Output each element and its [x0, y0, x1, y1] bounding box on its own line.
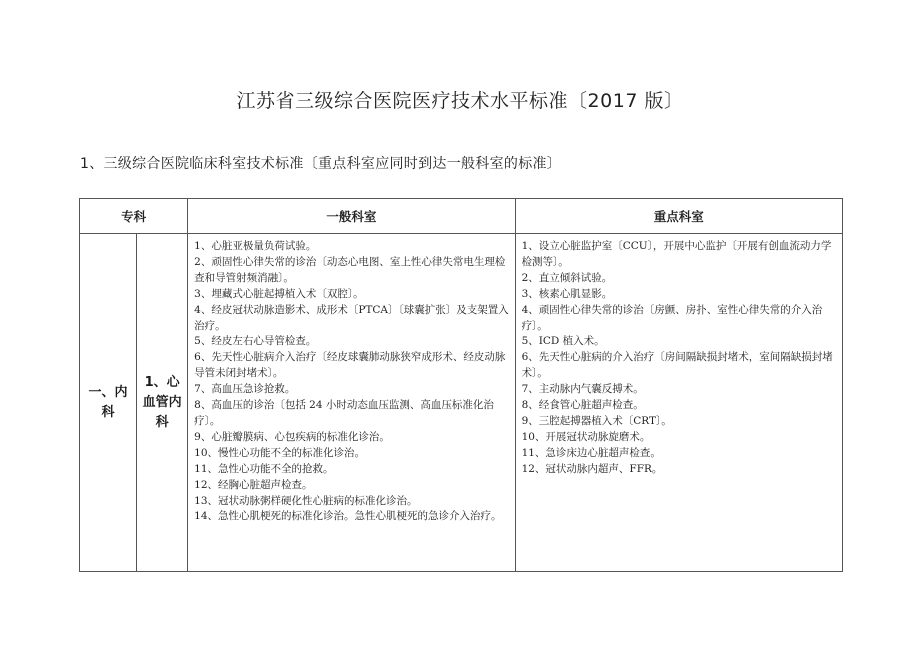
document-title: 江苏省三级综合医院医疗技术水平标准〔2017 版〕 — [236, 90, 684, 112]
header-key-department: 重点科室 — [515, 199, 842, 234]
list-item: 3、埋藏式心脏起搏植入术〔双腔〕。 — [194, 287, 364, 300]
list-item: 9、心脏瓣膜病、心包疾病的标准化诊治。 — [194, 430, 390, 443]
header-general-department: 一般科室 — [188, 199, 515, 234]
list-item: 14、急性心肌梗死的标准化诊治。急性心肌梗死的急诊介入治疗。 — [194, 510, 502, 523]
list-item: 8、高血压的诊治〔包括 24 小时动态血压监测、高血压标准化治疗〕。 — [194, 399, 494, 427]
header-specialty: 专科 — [80, 199, 188, 234]
list-item: 2、直立倾斜试验。 — [521, 271, 613, 284]
general-items-cell — [188, 234, 515, 572]
table-header-row — [80, 199, 843, 234]
list-item: 8、经食管心脏超声检查。 — [521, 399, 644, 412]
standards-table — [79, 198, 843, 572]
list-item: 4、经皮冠状动脉造影术、成形术〔PTCA〕〔球囊扩张〕及支架置入治疗。 — [194, 303, 509, 332]
list-item: 5、ICD 植入术。 — [521, 335, 605, 348]
list-item: 5、经皮左右心导管检查。 — [194, 335, 317, 348]
list-item: 7、主动脉内气囊反搏术。 — [521, 383, 644, 396]
list-item: 6、先天性心脏病介入治疗〔经皮球囊肺动脉狭窄成形术、经皮动脉导管未闭封堵术〕。 — [194, 351, 506, 380]
list-item: 6、先天性心脏病的介入治疗〔房间隔缺损封堵术，室间隔缺损封堵术〕。 — [521, 351, 833, 380]
list-item: 10、开展冠状动脉旋磨术。 — [521, 430, 651, 443]
list-item: 13、冠状动脉粥样硬化性心脏病的标准化诊治。 — [194, 494, 418, 507]
list-item: 4、顽固性心律失常的诊治〔房颤、房扑、室性心律失常的介入治疗〕。 — [521, 303, 823, 332]
list-item: 7、高血压急诊抢救。 — [194, 383, 296, 396]
list-item: 11、急诊床边心脏超声检查。 — [521, 446, 661, 459]
category-cell: 一、内科 — [80, 234, 137, 572]
table-row — [80, 234, 843, 572]
list-item: 12、冠状动脉内超声、FFR。 — [521, 462, 663, 475]
list-item: 12、经胸心脏超声检查。 — [194, 478, 313, 491]
key-items-list — [522, 239, 837, 478]
general-items-list — [194, 239, 509, 525]
list-item: 10、慢性心功能不全的标准化诊治。 — [194, 446, 366, 459]
list-item: 1、设立心脏监护室〔CCU〕，开展中心监护〔开展有创血流动力学检测等〕。 — [521, 240, 832, 268]
list-item: 1、心脏亚极量负荷试验。 — [194, 240, 317, 252]
section-heading: 1、三级综合医院临床科室技术标准〔重点科室应同时到达一般科室的标准〕 — [80, 156, 562, 172]
key-items-cell — [515, 234, 842, 572]
list-item: 11、急性心功能不全的抢救。 — [194, 462, 334, 475]
subcategory-cell: 1、心血管内科 — [137, 234, 188, 572]
list-item: 2、顽固性心律失常的诊治〔动态心电图、室上性心律失常电生理检查和导管射频消融〕。 — [194, 255, 506, 284]
list-item: 9、三腔起搏器植入术〔CRT〕。 — [521, 414, 672, 427]
list-item: 3、核素心肌显影。 — [521, 287, 613, 300]
